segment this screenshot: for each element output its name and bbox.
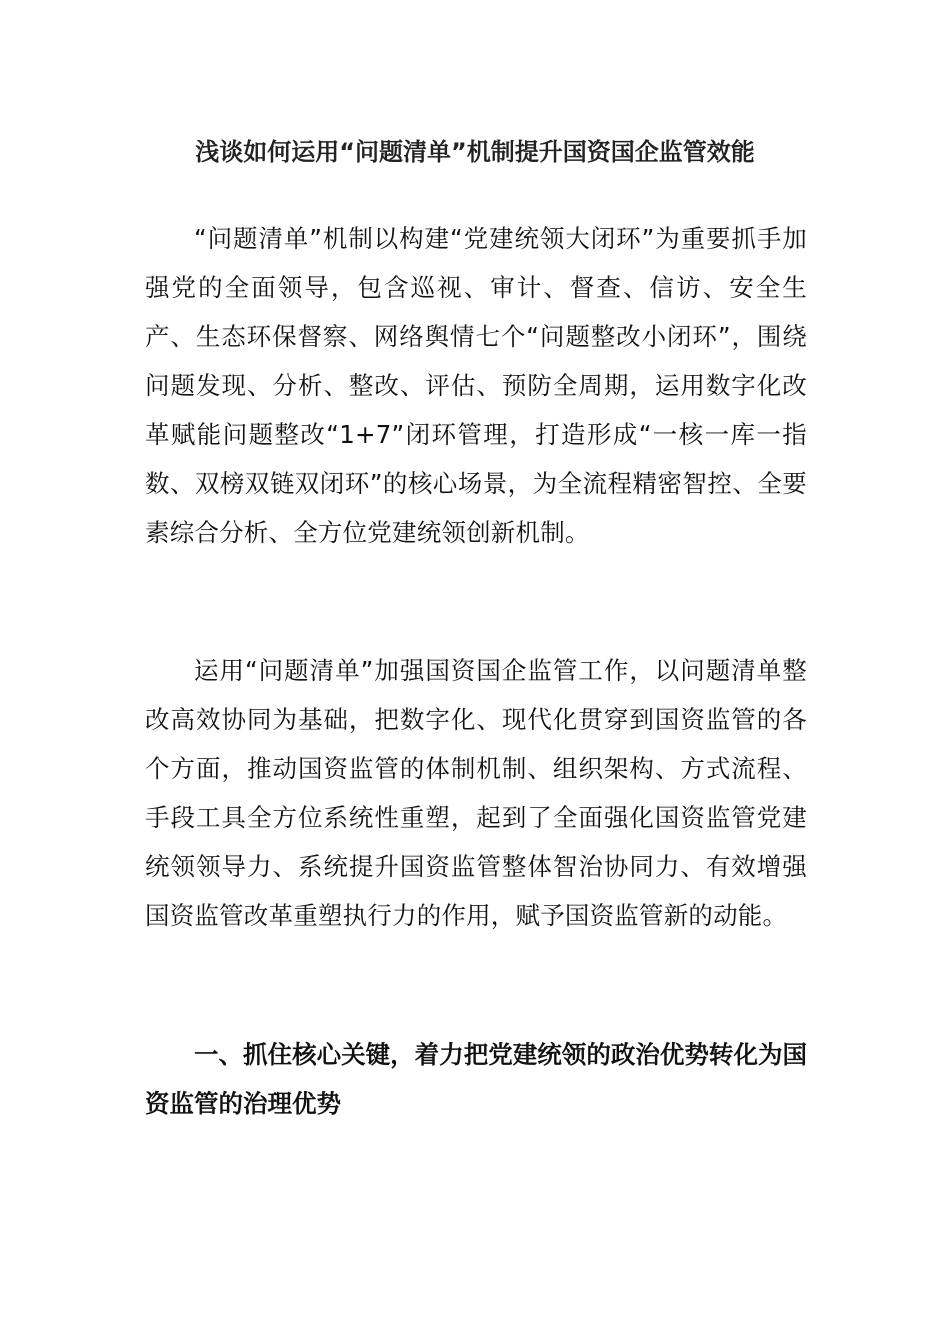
document-title: 浅谈如何运用“问题清单”机制提升国资国企监管效能 bbox=[195, 138, 755, 166]
paragraph-1: “问题清单”机制以构建“党建统领大闭环”为重要抓手加强党的全面领导，包含巡视、审计、督查、信访、安全生产、生态环保督察、网络舆情七个“问题整改小闭环”，围绕问题发现、分析、整改、评估、预防全周期，运用数字化改革赋能问题整改“1+7”闭环管理，打造形成“一核一库一指数、双榜双链双闭环”的核心场景，为全流程精密智控、全要素综合分析、全方位党建统领创新机制。 bbox=[145, 224, 807, 547]
paragraph-2: 运用“问题清单”加强国资国企监管工作，以问题清单整改高效协同为基础，把数字化、现代化贯穿到国资监管的各个方面，推动国资监管的体制机制、组织架构、方式流程、手段工具全方位系统性重塑，起到了全面强化国资监管党建统领领导力、系统提升国资监管整体智治协同力、有效增强国资监管改革重塑执行力的作用，赋予国资监管新的动能。 bbox=[145, 656, 807, 930]
section-heading-1: 一、抓住核心关键，着力把党建统领的政治优势转化为国资监管的治理优势 bbox=[145, 1040, 807, 1118]
